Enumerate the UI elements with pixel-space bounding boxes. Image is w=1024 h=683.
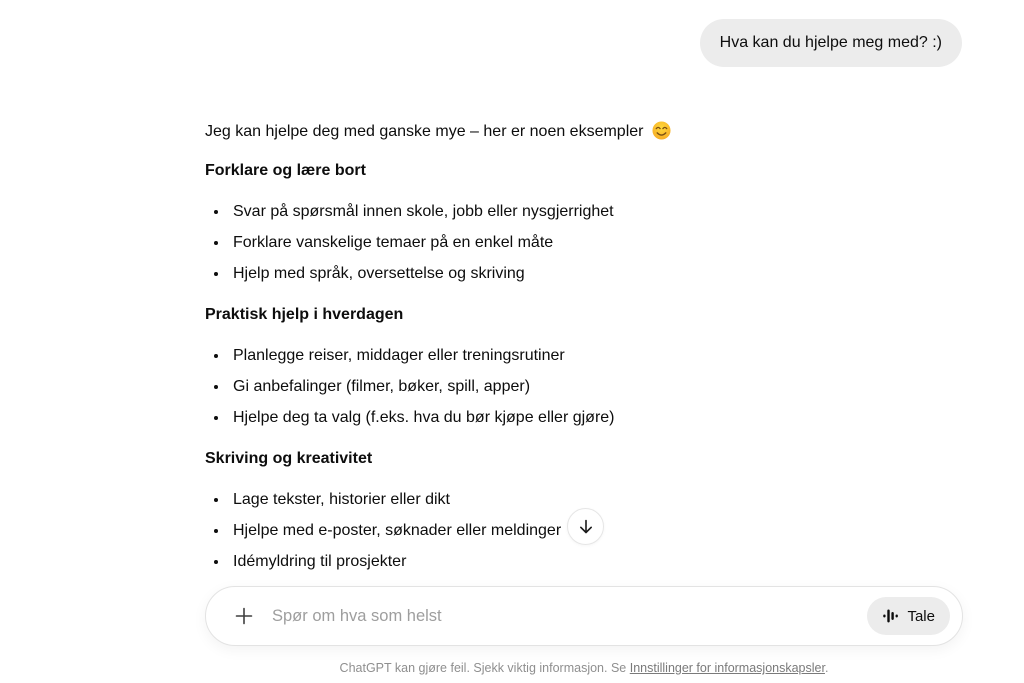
list-item: • Planlegge reiser, middager eller treningsrutiner xyxy=(229,340,805,371)
list-item: • Idémyldring til prosjekter xyxy=(229,546,805,577)
section-list-writing xyxy=(205,484,805,577)
section-heading-writing: Skriving og kreativitet xyxy=(205,450,373,467)
user-message-text: Hva kan du hjelpe meg med? :) xyxy=(719,34,942,51)
voice-mode-button[interactable] xyxy=(867,597,950,635)
list-item: • Hjelpe med e-poster, søknader eller meldinger xyxy=(229,515,805,546)
plus-icon xyxy=(233,605,255,627)
smiling-face-emoji xyxy=(652,121,671,140)
list-item: • Hjelp med språk, oversettelse og skriving xyxy=(229,258,805,289)
list-item: • Forklare vanskelige temaer på en enkel måte xyxy=(229,227,805,258)
list-item: • Lage tekster, historier eller dikt xyxy=(229,484,805,515)
list-item: • Gi anbefalinger (filmer, bøker, spill, apper) xyxy=(229,371,805,402)
disclaimer-period: . xyxy=(824,661,829,675)
attach-button[interactable] xyxy=(228,600,260,632)
message-composer xyxy=(205,586,963,646)
chat-input[interactable] xyxy=(272,607,867,626)
scroll-to-bottom-button[interactable] xyxy=(567,508,604,545)
section-list-explain xyxy=(205,196,805,289)
voice-button-label: Tale xyxy=(907,607,935,625)
section-heading-practical: Praktisk hjelp i hverdagen xyxy=(205,306,404,323)
list-item: • Hjelpe deg ta valg (f.eks. hva du bør kjøpe eller gjøre) xyxy=(229,402,805,433)
down-arrow-icon xyxy=(577,518,595,536)
assistant-intro-text: Jeg kan hjelpe deg med ganske mye – her er noen eksempler xyxy=(205,123,644,140)
disclaimer-text: ChatGPT kan gjøre feil. Sjekk viktig informasjon. Se xyxy=(339,661,627,675)
assistant-intro xyxy=(205,119,805,145)
voice-waveform-icon xyxy=(882,607,900,625)
user-message-bubble xyxy=(700,19,962,67)
user-message-row xyxy=(700,19,962,67)
section-heading-explain: Forklare og lære bort xyxy=(205,162,366,179)
assistant-message xyxy=(205,119,805,577)
cookie-settings-link[interactable]: Innstillinger for informasjonskapsler xyxy=(629,661,825,675)
footer-disclaimer xyxy=(205,660,963,676)
section-list-practical xyxy=(205,340,805,433)
list-item: • Svar på spørsmål innen skole, jobb eller nysgjerrighet xyxy=(229,196,805,227)
